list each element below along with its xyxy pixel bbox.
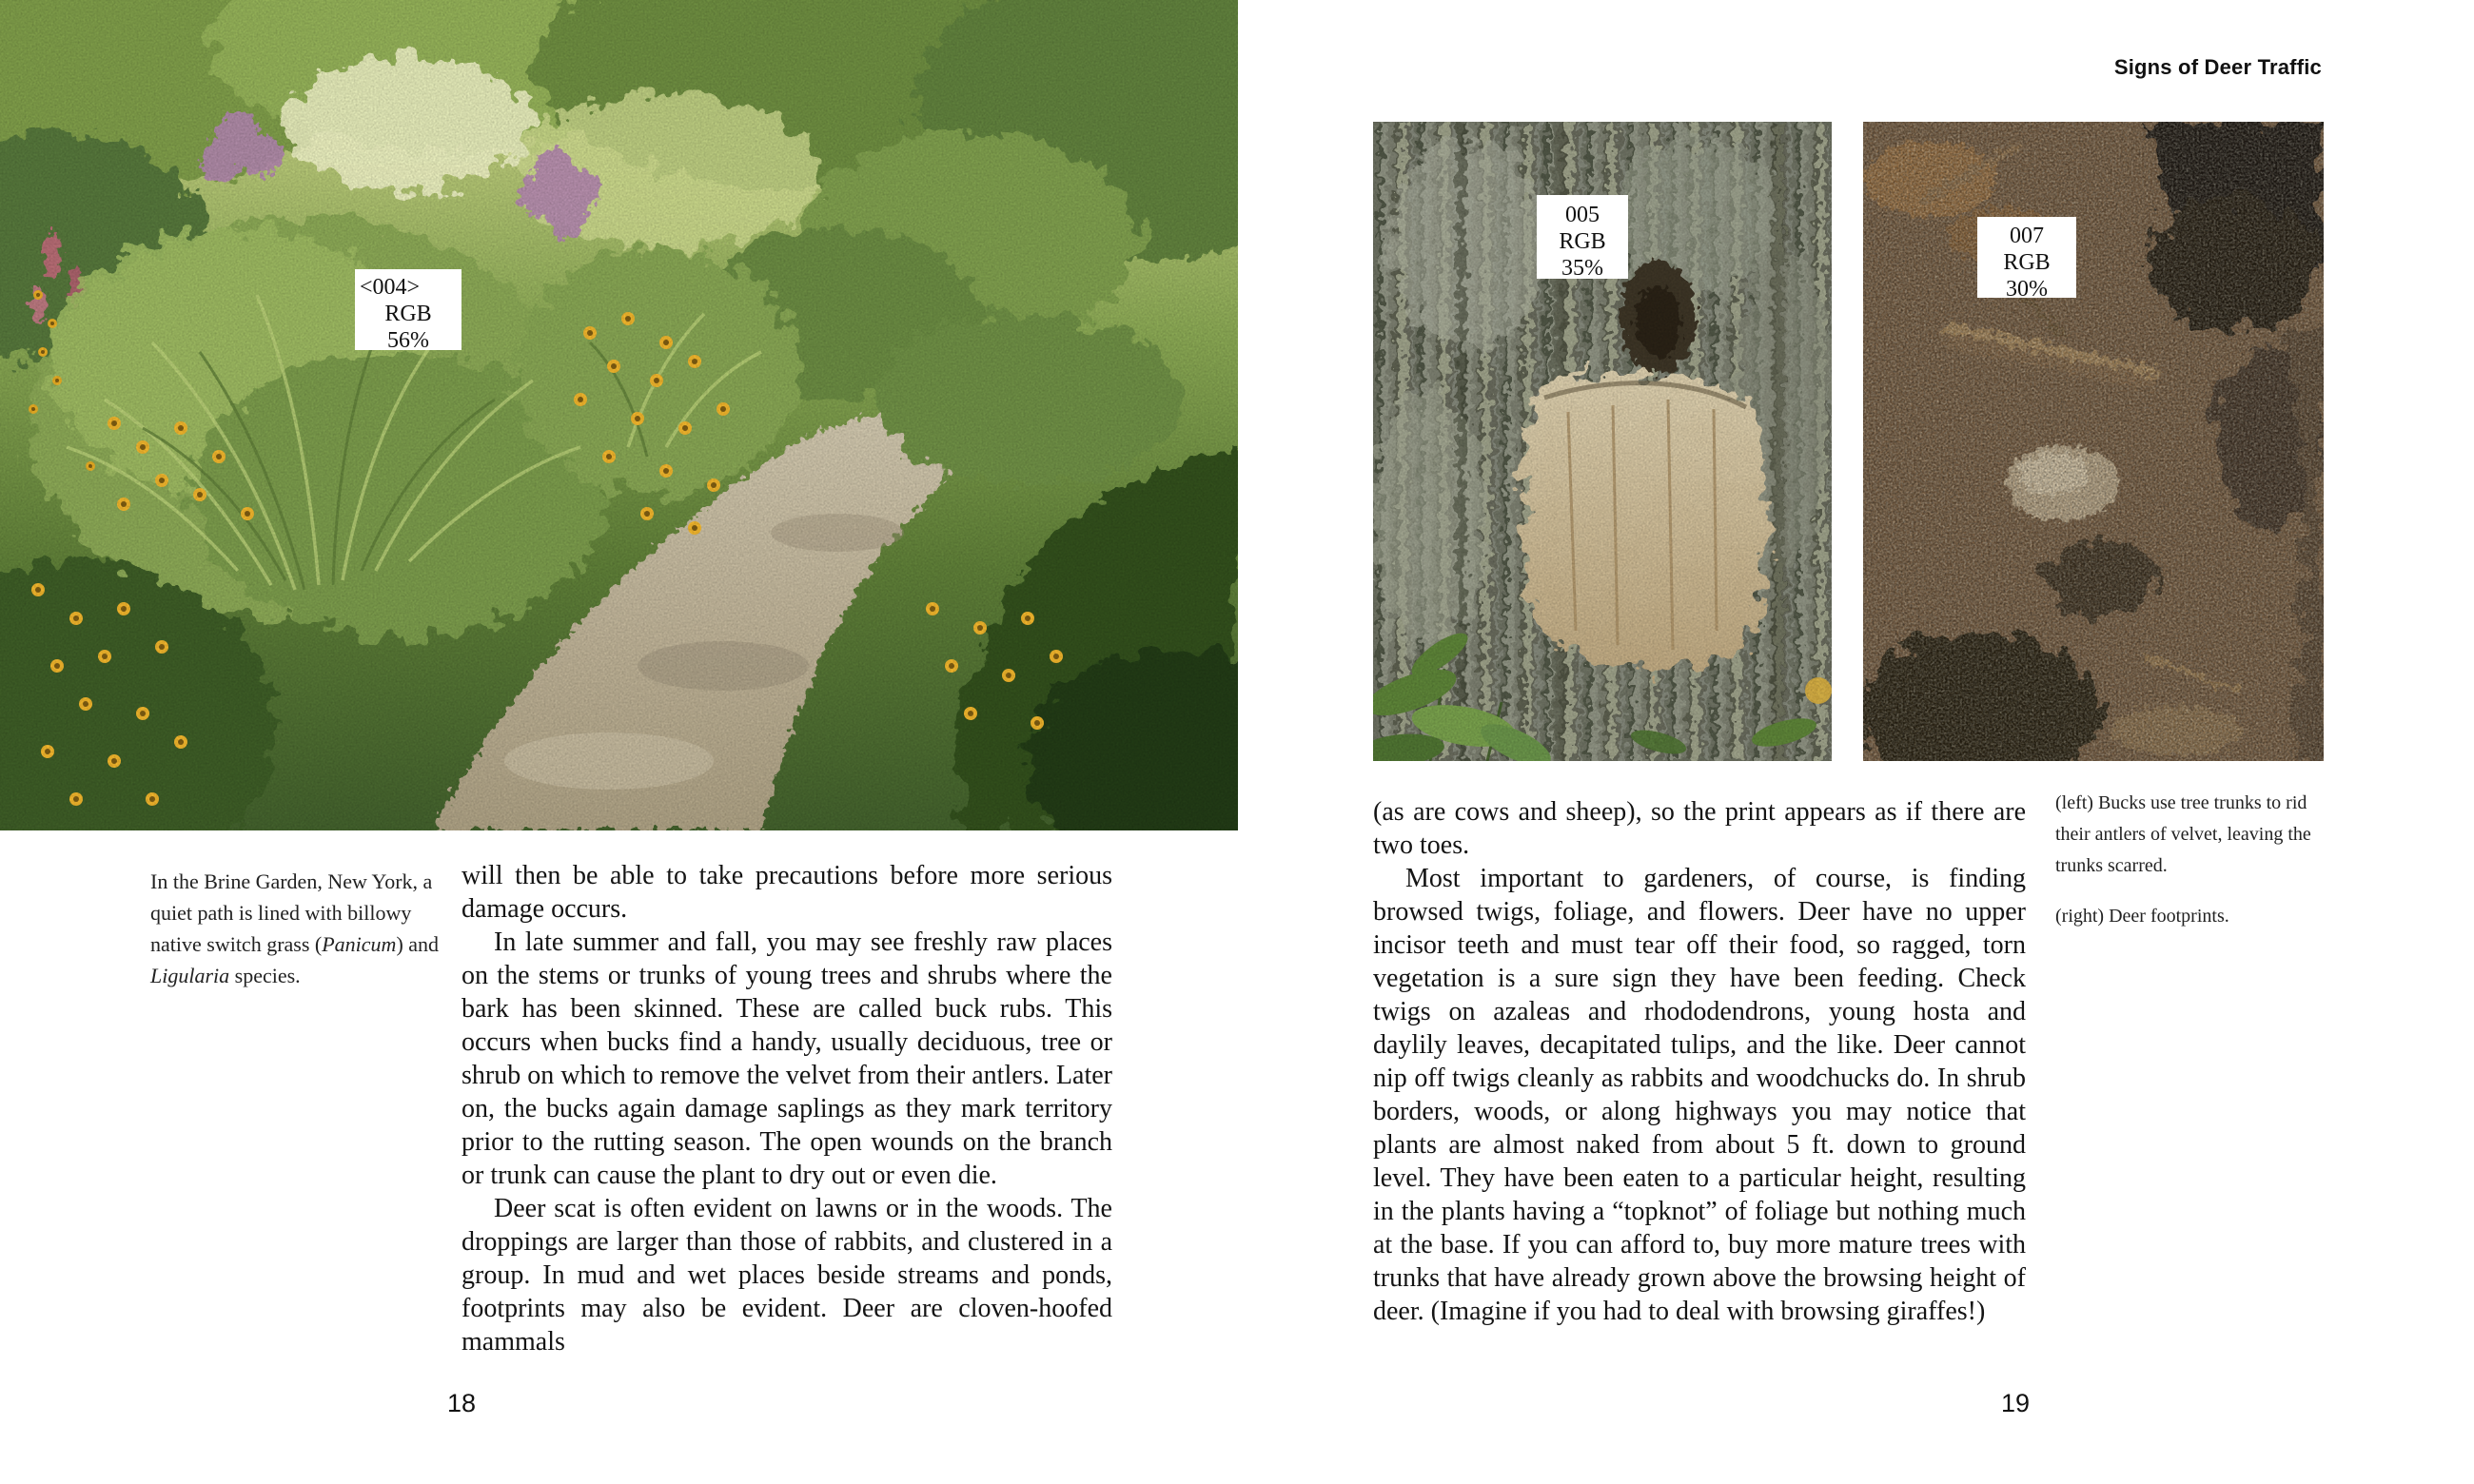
- caption-left-photo: (left) Bucks use tree trunks to rid their antlers of velvet, leaving the trunks scarred.: [2055, 792, 2311, 876]
- annotation-id: 007: [2010, 224, 2044, 248]
- annotation-id: 005: [1565, 203, 1600, 227]
- annotation-value: 30%: [2006, 277, 2048, 302]
- caption-text: ) and: [396, 932, 440, 956]
- annotation-label-005: [1537, 195, 1628, 279]
- side-captions: [2055, 788, 2343, 932]
- page-number-left: 18: [447, 1389, 477, 1417]
- soil-photo: [1863, 122, 2324, 761]
- annotation-mode: RGB: [2003, 250, 2051, 275]
- tree-bark-photo: [1373, 122, 1832, 761]
- annotation-mode: RGB: [1559, 229, 1606, 254]
- garden-photo: [0, 0, 1238, 830]
- annotation-value: 35%: [1561, 256, 1603, 281]
- right-body-text: [1373, 795, 2026, 1328]
- left-body-text: [461, 859, 1112, 1358]
- annotation-id: <004>: [360, 275, 421, 300]
- running-head: Signs of Deer Traffic: [2113, 55, 2322, 79]
- caption-right-photo: (right) Deer footprints.: [2055, 906, 2229, 927]
- caption-italic-panicum: Panicum: [322, 932, 397, 956]
- grain-dark-overlay: [1863, 122, 2324, 761]
- annotation-mode: RGB: [384, 302, 432, 326]
- paragraph: will then be able to take precautions before more serious damage occurs.: [461, 861, 1112, 924]
- soil-photo-art: [1863, 122, 2324, 761]
- garden-caption: [150, 866, 440, 991]
- annotation-label-004: [355, 269, 461, 353]
- garden-photo-art: [0, 0, 1238, 830]
- grain-overlay: [0, 0, 1238, 830]
- page-number-right: 19: [2001, 1389, 2031, 1417]
- paragraph: (as are cows and sheep), so the print appears as if there are two toes.: [1373, 797, 2026, 860]
- annotation-label-007: [1977, 217, 2076, 302]
- caption-italic-ligularia: Ligularia: [150, 964, 230, 987]
- annotation-value: 56%: [387, 328, 429, 353]
- paragraph: In late summer and fall, you may see freshly raw places on the stems or trunks of young trees and shrubs where the bark has been skinned. These are called buck rubs. This occurs when bucks find a handy, usually deciduous, tree or shrub on which to remove the velvet from their antlers. Later on, the bucks again damage saplings as they mark territory prior to the rutting season. The open wounds on the branch or trunk can cause the plant to dry out or even die.: [461, 928, 1112, 1190]
- caption-text: species.: [229, 964, 301, 987]
- paragraph: Deer scat is often evident on lawns or in the woods. The droppings are larger than those of rabbits, and clustered in a group. In mud and wet places beside streams and ponds, footprints may also be evident. Deer are cloven-hoofed mammals: [461, 1194, 1112, 1357]
- caption-text: In the Brine Garden, New York, a quiet path is lined with billowy native switch grass (: [150, 869, 433, 956]
- paragraph: Most important to gardeners, of course, is finding browsed twigs, foliage, and flowers. Deer have no upper incisor teeth and must tear off their food, so ragged, torn vegetation is a sure sign they have been feeding. Check twigs on azaleas and rhododendrons, young hosta and daylily leaves, decapitated tulips, and the like. Deer cannot nip off twigs cleanly as rabbits and woodchucks do. In shrub borders, woods, or along highways you may notice that plants are almost naked from about 5 ft. down to ground level. They have been eaten to a particular height, resulting in the plants having a “topknot” of foliage but nothing much at the base. If you can afford to, buy more mature trees with trunks that have already grown above the browsing height of deer. (Imagine if you had to deal with browsing giraffes!): [1373, 864, 2026, 1326]
